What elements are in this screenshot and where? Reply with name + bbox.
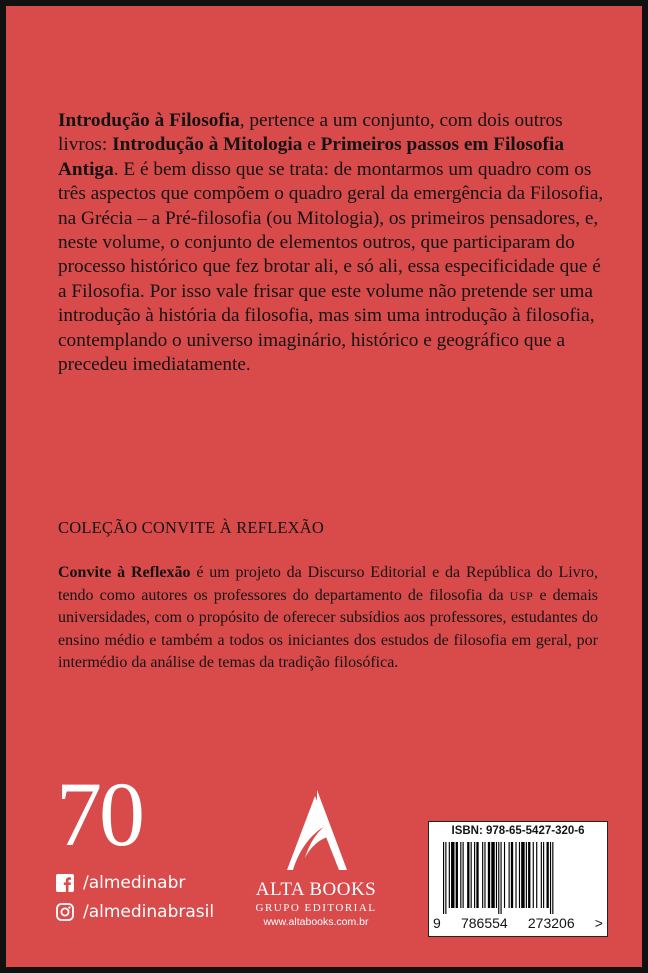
facebook-icon <box>56 874 74 892</box>
barcode-bar <box>515 842 516 908</box>
barcode-bar <box>445 842 446 914</box>
barcode-bar <box>536 842 537 908</box>
barcode-bar <box>547 842 549 908</box>
description-paragraph: Introdução à Filosofia, pertence a um conjunto, com dois outros livros: Introdução à Mitologia e Primeiros passos em Filosofia Antiga. E é bem disso que se trata: de montarmos um quadro com os três aspectos que compõem o quadro geral da emergência da Filosofia, na Grécia – a Pré-filosofia (ou Mitologia), os primeiros pensadores, e, neste volume, o conjunto de elementos outros, que participaram do processo histórico que fez brotar ali, e só ali, essa especificidade que é a Filosofia. Por isso vale frisar que este volume não pretende ser uma introdução à história da filosofia, mas sim uma introdução à filosofia, contemplando o universo imaginário, histórico e geográfico que a precedeu imediatamente. <box>58 110 604 376</box>
barcode <box>428 821 608 937</box>
barcode-bar <box>488 842 490 908</box>
barcode-bar <box>460 842 461 908</box>
barcode-bar <box>526 842 527 908</box>
barcode-bar <box>471 842 472 908</box>
book-back-cover <box>6 6 642 967</box>
barcode-bar <box>491 842 494 908</box>
collection-description: Convite à Reflexão é um projeto da Discurso Editorial e da República do Livro, tendo como autores os professores do departamento de filosofia da USP e demais universidades, com o propósito de oferecer subsídios aos professores, estudantes do ensino médio e também a todos os iniciantes dos estudos de filosofia em geral, por intermédio da análise de temas da tradição filosófica. <box>58 564 599 671</box>
barcode-bar <box>484 842 485 908</box>
barcode-bar <box>451 842 454 908</box>
alta-books-logo <box>246 788 386 928</box>
barcode-bar <box>509 842 510 908</box>
alta-books-emblem <box>281 788 351 872</box>
alta-books-group: GRUPO EDITORIAL <box>255 902 377 914</box>
barcode-bar <box>463 842 464 908</box>
barcode-bar <box>496 842 497 908</box>
barcode-bar <box>541 842 542 908</box>
barcode-digits-left: 786554 <box>460 915 508 931</box>
barcode-bar <box>476 842 478 908</box>
almedina-70-logo: 70 <box>56 763 142 865</box>
barcode-bar <box>511 842 513 908</box>
barcode-bar <box>543 842 544 908</box>
barcode-bar <box>467 842 469 908</box>
barcode-bar <box>482 842 483 908</box>
barcode-bar <box>550 842 551 914</box>
barcode-bar <box>474 842 475 908</box>
barcode-bar <box>504 842 505 908</box>
title-book-2: Introdução à Mitologia <box>112 134 303 156</box>
facebook-handle: /almedinabr <box>83 873 186 893</box>
title-book-1: Introdução à Filosofia <box>58 110 240 131</box>
title-book-3: Primeiros passos em Filosofia Antiga <box>58 134 564 180</box>
barcode-bar <box>443 842 444 914</box>
barcode-digit-prefix: 9 <box>433 915 441 931</box>
facebook-link[interactable] <box>56 873 185 893</box>
collection-title: COLEÇÃO CONVITE À REFLEXÃO <box>58 518 324 537</box>
barcode-bar <box>519 842 520 908</box>
barcode-bar <box>501 842 502 914</box>
barcode-digits-right: 273206 <box>527 915 575 931</box>
instagram-link[interactable] <box>56 902 214 922</box>
barcode-bar <box>552 842 553 914</box>
barcode-bar <box>528 842 530 908</box>
barcode-bar <box>498 842 499 914</box>
barcode-bar <box>521 842 524 908</box>
instagram-icon <box>56 903 74 921</box>
collection-name: Convite à Reflexão <box>58 564 191 581</box>
barcode-bars <box>437 842 599 914</box>
barcode-bar <box>456 842 458 908</box>
alta-books-website: www.altabooks.com.br <box>263 916 369 928</box>
isbn-label: ISBN: 978-65-5427-320-6 <box>451 825 585 837</box>
barcode-digit-end: > <box>594 915 603 931</box>
barcode-bar <box>449 842 450 908</box>
barcode-digits <box>433 915 603 931</box>
barcode-bar <box>533 842 534 908</box>
instagram-handle: /almedinabrasil <box>83 902 215 922</box>
alta-books-name: ALTA BOOKS <box>255 879 377 900</box>
